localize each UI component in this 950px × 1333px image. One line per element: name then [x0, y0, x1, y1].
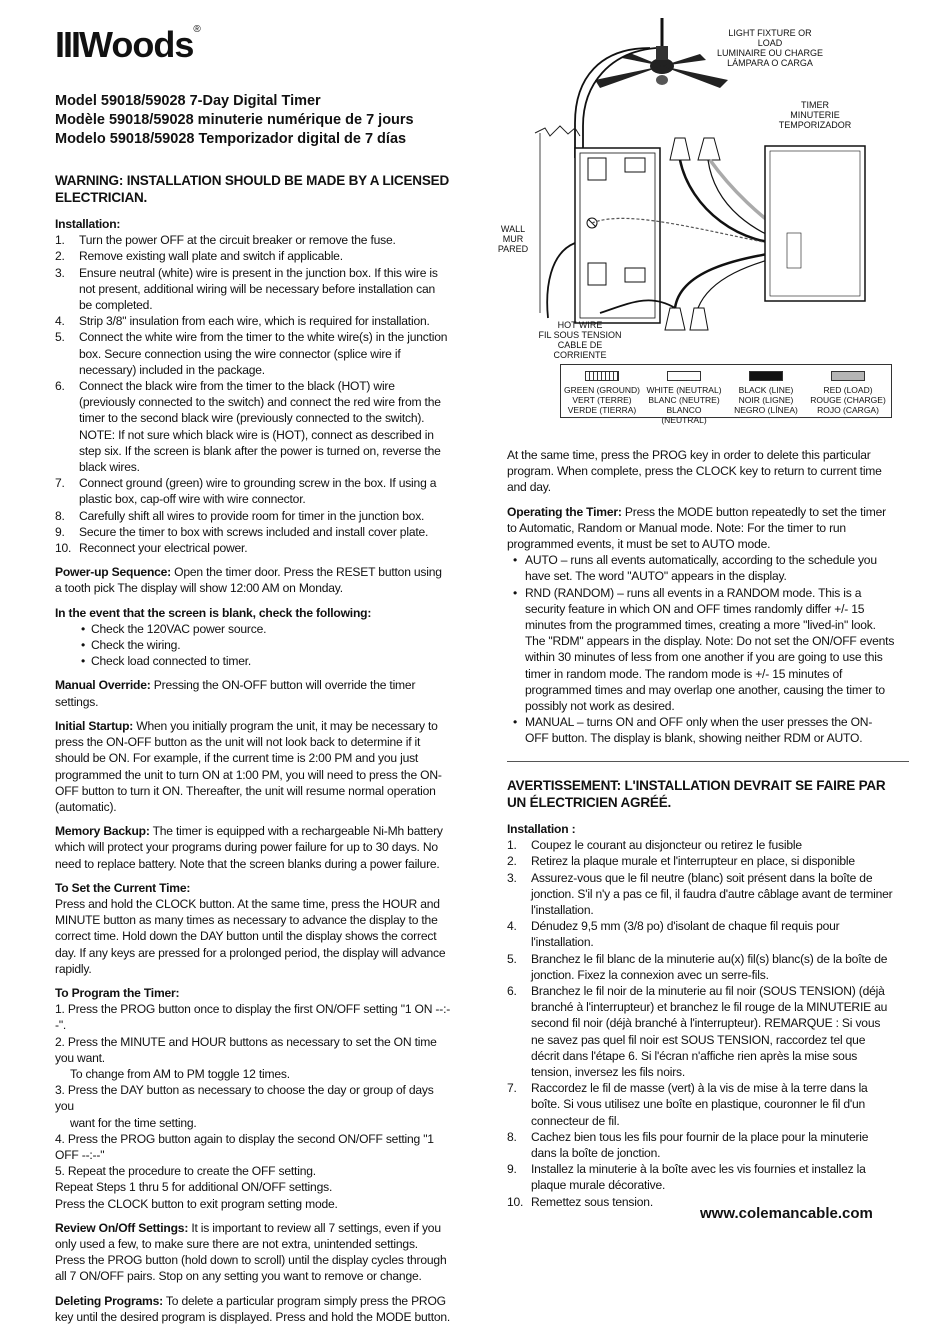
- powerup-paragraph: [55, 564, 451, 596]
- step-number: 3.: [55, 265, 65, 280]
- program-steps: [55, 1001, 451, 1212]
- step-number: 2.: [507, 854, 517, 869]
- legend-swatch: [667, 371, 701, 381]
- legend-label: VERT (TERRE): [572, 395, 632, 405]
- legend-label: NEGRO (LÍNEA): [734, 405, 798, 415]
- deleting-text: To delete a particular program simply press the PROG key until the desired program is displayed. Press and hold the MODE button.: [55, 1293, 451, 1324]
- installation-fr-step: [507, 918, 895, 950]
- step-number: 4.: [507, 919, 517, 934]
- junction-box: [575, 148, 660, 323]
- program-heading: To Program the Timer:: [55, 985, 180, 1000]
- step-number: 7.: [507, 1081, 517, 1096]
- installation-step: [55, 378, 451, 475]
- installation-fr-step: [507, 1161, 895, 1193]
- step-text: Turn the power OFF at the circuit breaker or remove the fuse.: [79, 233, 396, 248]
- hot-label-fr: FIL SOUS TENSION: [538, 330, 622, 340]
- website-url[interactable]: www.colemancable.com: [700, 1205, 873, 1222]
- step-number: 7.: [55, 476, 65, 491]
- step-text: Branchez le fil noir de la minuterie au fil noir (SOUS TENSION) (déjà branché à l'interrupteur) et branchez le fil rouge de la MINUTERIE au second fil noir (déjà branché à l'interrupteur). REMARQUE : Si vous ne savez pas quel fil noir est SOUS TENSION, raccordez tel que décrit dans l'étape 6. Si l'écran n'affiche rien après la mise sous tension, inversez les fils noirs.: [531, 984, 888, 1080]
- section-divider: [507, 761, 909, 762]
- review-heading: Review On/Off Settings:: [55, 1220, 189, 1235]
- step-text: Branchez le fil blanc de la minuterie au(x) fil(s) blanc(s) de la boîte de jonction. Fixez la connexion avec un serre-fils.: [531, 951, 888, 982]
- title-fr: Modèle 59018/59028 minuterie numérique de 7 jours: [55, 112, 414, 128]
- mode-item: • AUTO – runs all events automatically, according to the schedule you have set. The word "AUTO" appears in the display.: [513, 552, 895, 584]
- mode-list: [507, 552, 895, 746]
- installation-step: [55, 232, 451, 248]
- blank-heading: In the event that the screen is blank, check the following:: [55, 605, 372, 620]
- title-es: Modelo 59018/59028 Temporizador digital de 7 días: [55, 131, 407, 147]
- step-number: 1.: [55, 233, 65, 248]
- timer-label-fr: MINUTERIE: [790, 110, 840, 120]
- step-number: 3.: [507, 870, 517, 885]
- step-text: Retirez la plaque murale et l'interrupteur en place, si disponible: [531, 854, 855, 869]
- blank-checklist: [55, 621, 451, 670]
- installation-step: [55, 540, 451, 556]
- installation-step: [55, 265, 451, 314]
- hot-label-en: HOT WIRE: [557, 320, 603, 330]
- mode-item: • RND (RANDOM) – runs all events in a RANDOM mode. This is a security feature in which ON and OFF times randomly differ +/- 15 minutes from the programmed times, creating a more "lived-in" look. The "RDM" appears in the display. Note: Do not set the ON/OFF events within 30 minutes of less from one another if you are going to use this timer in random mode. The random mode is +/- 15 minutes of programmed times and may overlap one another, causing the timer to possibly not work as desired.: [513, 585, 895, 715]
- memory-text: The timer is equipped with a rechargeable Ni-Mh battery which will protect your programs during power failure for up to 30 days. No need to replace battery. Note that the screen blanks during a power failure.: [55, 824, 443, 871]
- title-en: Model 59018/59028 7-Day Digital Timer: [55, 93, 321, 109]
- legend-label: VERDE (TIERRA): [567, 405, 637, 415]
- step-number: 1.: [507, 838, 517, 853]
- right-column: [507, 447, 895, 755]
- program-step: 3. Press the DAY button as necessary to choose the day or group of days you: [55, 1083, 434, 1114]
- initial-heading: Initial Startup:: [55, 718, 134, 733]
- light-fixture-label: [715, 28, 825, 68]
- installation-step: [55, 475, 451, 507]
- light-label-fr: LUMINAIRE OU CHARGE: [716, 48, 823, 58]
- step-text: Raccordez le fil de masse (vert) à la vis de mise à la terre dans la boîte. Si vous utilisez une boîte en plastique, couronner le fil d'un connecteur de fil.: [531, 1081, 868, 1128]
- installation-step: [55, 329, 451, 378]
- legend-label: RED (LOAD): [823, 385, 873, 395]
- warning-fr: AVERTISSEMENT: L'INSTALLATION DEVRAIT SE FAIRE PAR UN ÉLECTRICIEN AGRÉÉ.: [507, 778, 886, 810]
- installation-fr-step: [507, 983, 895, 1080]
- wall-label-fr: MUR: [502, 234, 524, 244]
- installation-step: [55, 313, 451, 329]
- legend-label: ROJO (CARGA): [817, 405, 879, 415]
- program-step: To change from AM to PM toggle 12 times.: [70, 1066, 290, 1081]
- memory-heading: Memory Backup:: [55, 824, 150, 839]
- step-text: Cachez bien tous les fils pour fournir de la place pour la minuterie dans la boîte de jonction.: [531, 1129, 869, 1161]
- continue-text: At the same time, press the PROG key in order to delete this particular program. When complete, press the CLOCK key to return to current time and day.: [507, 448, 882, 495]
- hot-label-es: CABLE DE CORRIENTE: [553, 340, 607, 360]
- program-step: 5. Repeat the procedure to create the OFF setting.: [55, 1164, 316, 1179]
- step-text: Strip 3/8" insulation from each wire, which is required for installation.: [79, 314, 430, 329]
- brand-logo: [55, 24, 200, 66]
- legend-label: NOIR (LIGNE): [738, 395, 794, 405]
- step-text: Coupez le courant au disjoncteur ou retirez le fusible: [531, 838, 802, 853]
- wiring-diagram: [480, 18, 920, 363]
- program-step: want for the time setting.: [70, 1115, 197, 1130]
- program-step: Repeat Steps 1 thru 5 for additional ON/OFF settings.: [55, 1180, 333, 1195]
- step-text: Connect the black wire from the timer to the black (HOT) wire (previously connected to the switch) and connect the red wire from the timer to the second black wire (previously connected to the switch). NOTE: If not sure which black wire is (HOT), connect as described in step six. If the screen is blank after the power is turned on, reverse the black wires.: [79, 379, 441, 475]
- program-step: 4. Press the PROG button again to display the second ON/OFF setting "1 OFF --:--": [55, 1131, 434, 1162]
- installation-step: [55, 508, 451, 524]
- settime-heading: To Set the Current Time:: [55, 880, 191, 895]
- wall-label-en: WALL: [500, 224, 526, 234]
- logo-bars: III: [55, 24, 80, 65]
- legend-swatch: [831, 371, 865, 381]
- step-number: 6.: [55, 379, 65, 394]
- step-number: 6.: [507, 984, 517, 999]
- installation-step: [55, 248, 451, 264]
- legend-swatch: [585, 371, 619, 381]
- installation-heading: Installation:: [55, 217, 121, 231]
- french-section: [507, 777, 895, 1218]
- step-number: 5.: [507, 951, 517, 966]
- light-label-en: LIGHT FIXTURE OR LOAD: [728, 28, 812, 48]
- timer-label: [775, 100, 855, 130]
- timer-label-en: TIMER: [801, 100, 829, 110]
- legend-label: ROUGE (CHARGE): [810, 395, 886, 405]
- step-text: Remettez sous tension.: [531, 1194, 653, 1209]
- legend-item: [643, 371, 725, 425]
- installation-fr-steps: [507, 837, 895, 1210]
- step-text: Connect ground (green) wire to grounding screw in the box. If using a plastic box, cap-off wire with wire connector.: [79, 476, 437, 507]
- wire-connector-icon: [665, 138, 720, 330]
- step-text: Carefully shift all wires to provide room for timer in the junction box.: [79, 508, 425, 523]
- review-text: It is important to review all 7 settings, even if you only used a few, to make sure there are not extra, unintended settings. Press the PROG button (hold down to scroll) until the display cycles through all 7 ON/OFF pairs. Stop on any setting you want to remove or change.: [55, 1220, 447, 1284]
- model-titles: [55, 92, 495, 149]
- step-number: 10.: [507, 1194, 524, 1209]
- wall-label: [493, 224, 533, 254]
- light-label-es: LÁMPARA O CARGA: [727, 58, 813, 68]
- initial-text: When you initially program the unit, it may be necessary to press the ON-OFF button as the unit will not look back to determine if it should be ON. For example, if the current time is 2:00 PM and you just programmed the unit to turn ON at 1:00 PM, you will need to press the ON-OFF button to turn it ON. Thereafter, the unit will resume normal operation (automatic).: [55, 718, 442, 814]
- step-number: 9.: [507, 1162, 517, 1177]
- step-number: 2.: [55, 249, 65, 264]
- legend-label: WHITE (NEUTRAL): [646, 385, 722, 395]
- wire-color-legend: [560, 364, 892, 425]
- legend-swatch: [749, 371, 783, 381]
- operating-text: Press the MODE button repeatedly to set the timer to Automatic, Random or Manual mode. Note: For the timer to run programmed events, it must be set to AUTO mode.: [507, 504, 886, 552]
- mode-item: • MANUAL – turns ON and OFF only when the user presses the ON-OFF button. The display is blank, showing neither RDM or AUTO.: [513, 714, 895, 746]
- timer-plate: [765, 146, 865, 301]
- step-text: Connect the white wire from the timer to the white wire(s) in the junction box. Secure connection using the wire connector (splice wire if necessary) included in the package.: [79, 330, 448, 377]
- registered-mark: ®: [193, 24, 200, 35]
- deleting-paragraph: [55, 1293, 451, 1325]
- program-step: 1. Press the PROG button once to display the first ON/OFF setting "1 ON --:--".: [55, 1002, 451, 1033]
- step-number: 4.: [55, 314, 65, 329]
- installation-fr-step: [507, 1129, 895, 1161]
- legend-item: [725, 371, 807, 415]
- blank-check-item: • Check load connected to timer.: [81, 653, 451, 669]
- legend-item: [807, 371, 889, 415]
- wall-label-es: PARED: [497, 244, 529, 254]
- installation-fr-step: [507, 870, 895, 919]
- timer-label-es: TEMPORIZADOR: [778, 120, 852, 130]
- step-number: 5.: [55, 330, 65, 345]
- installation-steps: [55, 232, 451, 556]
- brand-name: Woods: [79, 24, 194, 65]
- manual-heading: Manual Override:: [55, 678, 151, 693]
- settime-text: Press and hold the CLOCK button. At the same time, press the HOUR and MINUTE button as many times as necessary to advance the display to the correct time. Hold down the DAY button until the display shows the correct day. If any keys are pressed for a prolonged period, the display will advance rapidly.: [55, 896, 446, 976]
- step-text: Assurez-vous que le fil neutre (blanc) soit présent dans la boîte de jonction. S'il n'y a pas ce fil, il faudra d'autre câblage avant de terminer l'installation.: [531, 870, 893, 918]
- review-paragraph: [55, 1220, 451, 1285]
- legend-label: GREEN (GROUND): [563, 385, 641, 395]
- installation-fr-heading: Installation :: [507, 822, 576, 836]
- step-text: Installez la minuterie à la boîte avec les vis fournies et installez la plaque murale décorative.: [531, 1162, 866, 1193]
- legend-label: BLANCO (NEUTRAL): [661, 405, 707, 425]
- step-number: 8.: [55, 508, 65, 523]
- memory-paragraph: [55, 823, 451, 872]
- step-text: Secure the timer to box with screws included and install cover plate.: [79, 524, 429, 539]
- step-text: Ensure neutral (white) wire is present in the junction box. If this wire is not present, additional wiring will be necessary before installation can be completed.: [79, 265, 438, 313]
- deleting-heading: Deleting Programs:: [55, 1293, 163, 1308]
- manual-text: Pressing the ON-OFF button will override the timer settings.: [55, 678, 416, 709]
- powerup-text: Open the timer door. Press the RESET button using a tooth pick The display will show 12:00 AM on Monday.: [55, 565, 442, 596]
- warning-en: WARNING: INSTALLATION SHOULD BE MADE BY A LICENSED ELECTRICIAN.: [55, 173, 449, 205]
- initial-paragraph: [55, 718, 451, 815]
- powerup-heading: Power-up Sequence:: [55, 565, 172, 580]
- installation-fr-step: [507, 951, 895, 983]
- operating-heading: Operating the Timer:: [507, 504, 622, 519]
- hot-wire-label: [530, 320, 630, 360]
- installation-fr-step: [507, 837, 895, 853]
- program-step: Press the CLOCK button to exit program setting mode.: [55, 1196, 338, 1211]
- step-number: 10.: [55, 541, 72, 556]
- blank-check-item: • Check the wiring.: [81, 637, 451, 653]
- blank-check-item: • Check the 120VAC power source.: [81, 621, 451, 637]
- step-text: Remove existing wall plate and switch if applicable.: [79, 249, 343, 264]
- operating-paragraph: [507, 504, 895, 553]
- step-text: Reconnect your electrical power.: [79, 541, 248, 556]
- legend-item: [561, 371, 643, 415]
- program-step: 2. Press the MINUTE and HOUR buttons as necessary to set the ON time you want.: [55, 1034, 437, 1065]
- step-number: 9.: [55, 524, 65, 539]
- step-text: Dénudez 9,5 mm (3/8 po) d'isolant de chaque fil requis pour l'installation.: [531, 919, 840, 950]
- manual-paragraph: [55, 677, 451, 709]
- step-number: 8.: [507, 1129, 517, 1144]
- installation-fr-step: [507, 853, 895, 869]
- installation-fr-step: [507, 1080, 895, 1129]
- installation-step: [55, 524, 451, 540]
- ceiling-fan-icon: [595, 18, 728, 88]
- legend-label: BLACK (LINE): [738, 385, 794, 395]
- left-column: [55, 172, 451, 1333]
- legend-label: BLANC (NEUTRE): [648, 395, 720, 405]
